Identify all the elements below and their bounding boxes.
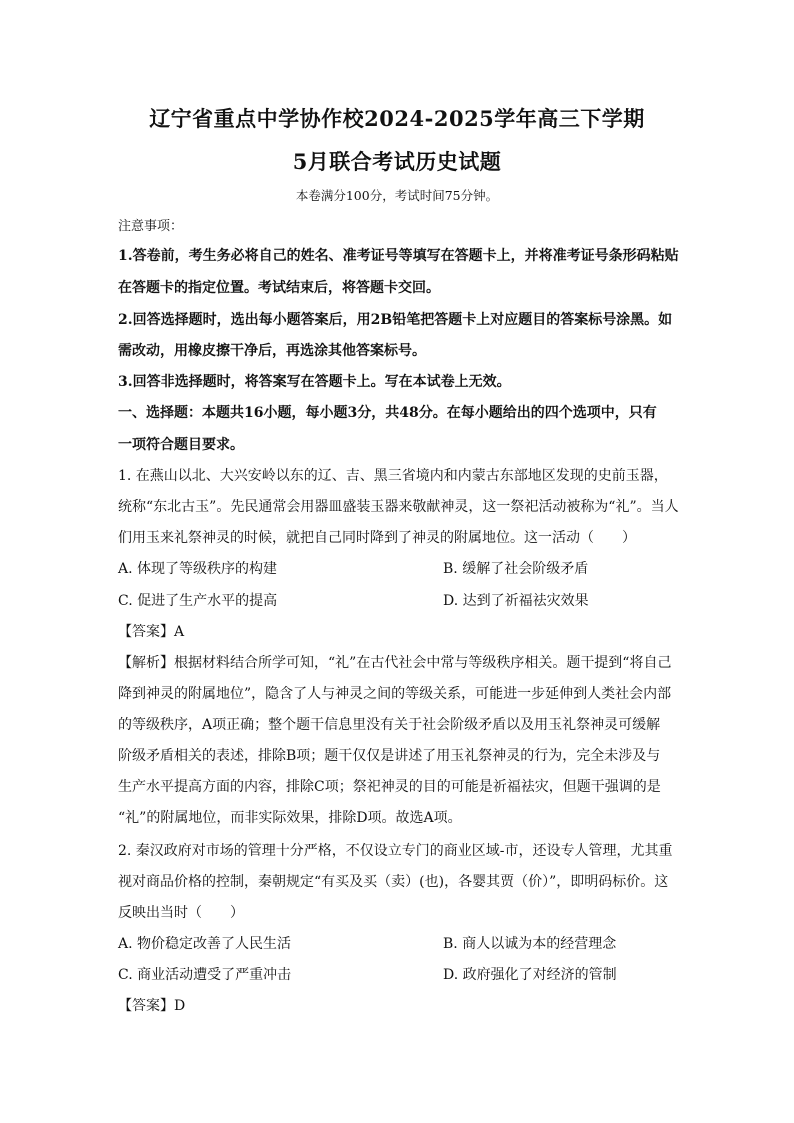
- option-c: C. 促进了生产水平的提高: [118, 593, 278, 609]
- option-b: B. 商人以诚为本的经营理念: [443, 936, 617, 952]
- note-line: 2.回答选择题时，选出每小题答案后，用2B铅笔把答题卡上对应题目的答案标号涂黑。如: [118, 312, 673, 328]
- note-line: 需改动，用橡皮擦干净后，再选涂其他答案标号。: [118, 343, 426, 359]
- notes-heading: 注意事项：: [118, 219, 184, 234]
- option-a: A. 体现了等级秩序的构建: [118, 561, 278, 577]
- question-stem: 反映出当时（ ）: [118, 905, 244, 921]
- option-b: B. 缓解了社会阶级矛盾: [443, 561, 589, 577]
- option-d: D. 政府强化了对经济的管制: [443, 967, 617, 983]
- note-line: 1.答卷前，考生务必将自己的姓名、准考证号等填写在答题卡上，并将准考证号条形码粘贴: [118, 248, 679, 264]
- note-line: 在答题卡的指定位置。考试结束后，将答题卡交回。: [118, 280, 440, 296]
- option-a: A. 物价稳定改善了人民生活: [118, 936, 292, 952]
- section-heading: 一、选择题：本题共16小题，每小题3分，共48分。在每小题给出的四个选项中，只有: [118, 405, 657, 421]
- page-title: 辽宁省重点中学协作校2024-2025学年高三下学期: [149, 106, 645, 131]
- analysis-line: 的等级秩序，A项正确；整个题干信息里没有关于社会阶级矛盾以及用玉礼祭神灵可缓解: [118, 717, 661, 733]
- exam-info: 本卷满分100分，考试时间75分钟。: [295, 188, 499, 203]
- question-stem: 1. 在燕山以北、大兴安岭以东的辽、吉、黑三省境内和内蒙古东部地区发现的史前玉器，: [118, 468, 668, 484]
- analysis-line: 降到神灵的附属地位”，隐含了人与神灵之间的等级关系，可能进一步延伸到人类社会内部: [118, 686, 672, 702]
- page-subtitle-title: 5月联合考试历史试题: [292, 149, 502, 174]
- option-d: D. 达到了祈福祛灾效果: [443, 593, 589, 609]
- analysis-line: “礼”的附属地位，而非实际效果，排除D项。故选A项。: [118, 810, 462, 826]
- option-c: C. 商业活动遭受了严重冲击: [118, 967, 292, 983]
- analysis-line: 阶级矛盾相关的表述，排除B项；题干仅仅是讲述了用玉礼祭神灵的行为，完全未涉及与: [118, 748, 661, 764]
- note-line: 3.回答非选择题时，将答案写在答题卡上。写在本试卷上无效。: [118, 374, 511, 390]
- analysis-line: 生产水平提高方面的内容，排除C项；祭祀神灵的目的可能是祈福祛灾，但题干强调的是: [118, 779, 661, 795]
- question-stem: 统称“东北古玉”。先民通常会用器皿盛装玉器来敬献神灵，这一祭祀活动被称为“礼”。当人: [118, 499, 679, 515]
- question-stem: 2. 秦汉政府对市场的管理十分严格，不仅设立专门的商业区域-市，还设专人管理，尤其重: [118, 843, 673, 859]
- question-stem: 们用玉来礼祭神灵的时候，就把自己同时降到了神灵的附属地位。这一活动（ ）: [118, 530, 636, 546]
- analysis-line: 【解析】根据材料结合所学可知，“礼”在古代社会中常与等级秩序相关。题干提到“将自己: [118, 655, 672, 671]
- answer-label: 【答案】A: [118, 624, 185, 640]
- answer-label: 【答案】D: [118, 998, 186, 1014]
- section-heading-cont: 一项符合题目要求。: [118, 437, 244, 453]
- question-stem: 视对商品价格的控制，秦朝规定“有买及买（卖）(也)，各婴其贾（价）”，即明码标价。这: [118, 874, 669, 890]
